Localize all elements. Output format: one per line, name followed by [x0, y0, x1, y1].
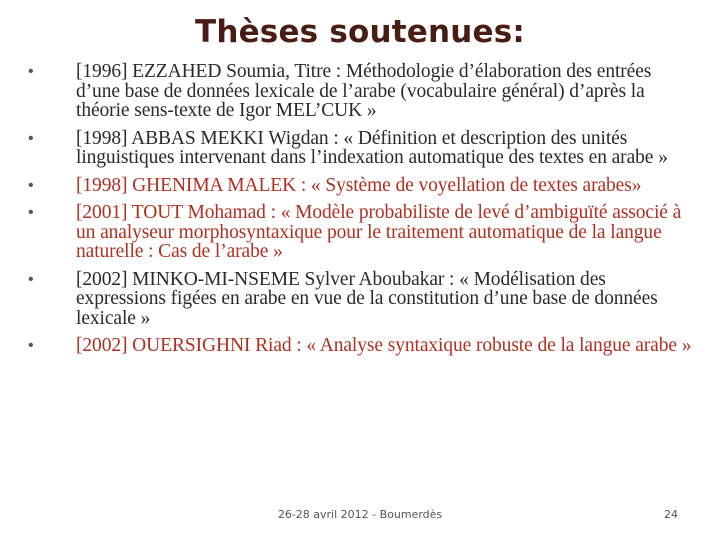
bullet-icon: •	[28, 204, 34, 221]
slide-title: Thèses soutenues:	[194, 14, 526, 50]
list-item-text: [2001] TOUT Mohamad : « Modèle probabiliste de levé d’ambiguïté associé à un analyseur morphosyntaxique pour le traitement automatique de la langue naturelle : Cas de l’arabe »	[76, 202, 682, 262]
bullet-icon: •	[28, 129, 34, 147]
list-item-text: [2002] OUERSIGHNI Riad : « Analyse syntaxique robuste de la langue arabe »	[76, 335, 692, 356]
list-item	[28, 176, 692, 196]
thesis-list	[28, 62, 692, 364]
bullet-icon: •	[28, 337, 34, 354]
page-number: 24	[664, 508, 678, 521]
list-item-text: [1998] ABBAS MEKKI Wigdan : « Définition et description des unités linguistiques intervenant dans l’indexation automatique des textes en arabe »	[76, 127, 668, 168]
list-item	[28, 336, 692, 356]
list-item-text: [2002] MINKO-MI-NSEME Sylver Aboubakar : « Modélisation des expressions figées en arabe en vue de la constitution d’une base de données lexicale »	[76, 268, 658, 329]
bullet-icon: •	[28, 63, 34, 80]
list-item	[28, 62, 692, 121]
list-item-text: [1998] GHENIMA MALEK : « Système de voyellation de textes arabes»	[76, 174, 642, 196]
bullet-icon: •	[28, 176, 34, 194]
list-item-text: [1996] EZZAHED Soumia, Titre : Méthodologie d’élaboration des entrées d’une base de données lexicale de l’arabe (vocabulaire général) d’après la théorie sens-texte de Igor MEL’CUK »	[76, 61, 652, 121]
list-item	[28, 270, 692, 329]
footer-date-location: 26-28 avril 2012 - Boumerdès	[277, 508, 443, 521]
list-item	[28, 129, 692, 168]
list-item	[28, 203, 692, 262]
bullet-icon: •	[28, 270, 34, 288]
